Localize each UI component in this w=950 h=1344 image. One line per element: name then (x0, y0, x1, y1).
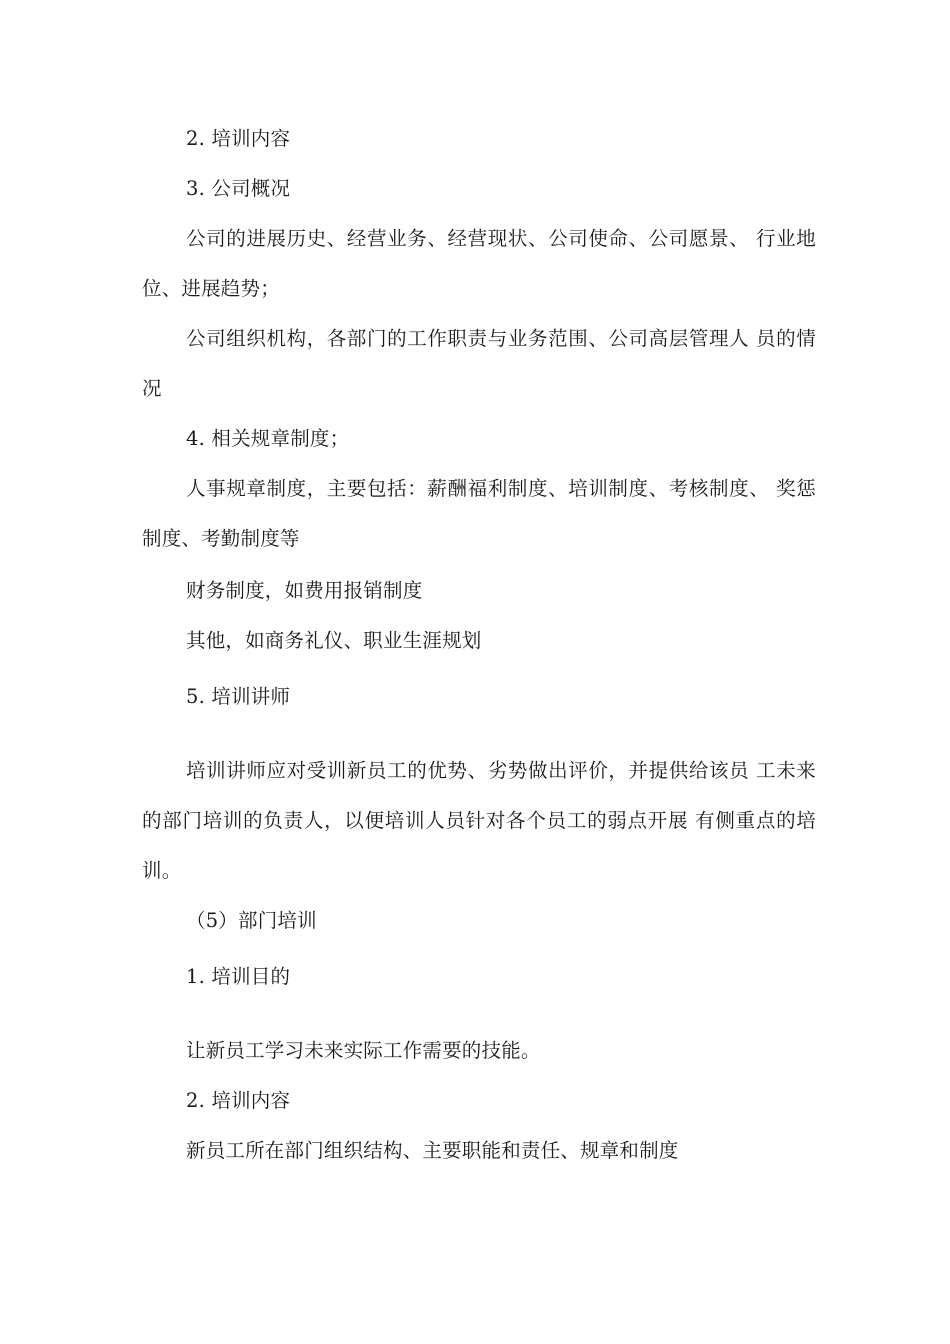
heading-training-content: 2. 培训内容 (186, 127, 291, 150)
heading-training-content-2: 2. 培训内容 (186, 1089, 291, 1112)
heading-department-training: （5）部门培训 (186, 909, 317, 932)
heading-training-purpose: 1. 培训目的 (186, 965, 291, 988)
paragraph-trainer-evaluation: 培训讲师应对受训新员工的优势、劣势做出评价，并提供给该员 工未来的部门培训的负责人，以便培训人员针对各个员工的弱点开展 有侧重点的培训。 (142, 759, 816, 882)
paragraph-finance-rules: 财务制度，如费用报销制度 (186, 579, 423, 602)
paragraph-hr-rules: 人事规章制度，主要包括：薪酬福利制度、培训制度、考核制度、 奖惩制度、考勤制度等 (142, 477, 816, 550)
paragraph-company-history: 公司的进展历史、经营业务、经营现状、公司使命、公司愿景、 行业地位、进展趋势； (142, 227, 816, 300)
heading-rules-regulations: 4. 相关规章制度； (186, 427, 350, 450)
paragraph-department-content: 新员工所在部门组织结构、主要职能和责任、规章和制度 (186, 1139, 679, 1162)
paragraph-other-rules: 其他，如商务礼仪、职业生涯规划 (186, 629, 482, 652)
paragraph-training-purpose: 让新员工学习未来实际工作需要的技能。 (186, 1039, 541, 1062)
heading-trainer: 5. 培训讲师 (186, 685, 291, 708)
heading-company-overview: 3. 公司概况 (186, 177, 291, 200)
paragraph-company-organization: 公司组织机构，各部门的工作职责与业务范围、公司高层管理人 员的情况 (142, 327, 816, 400)
